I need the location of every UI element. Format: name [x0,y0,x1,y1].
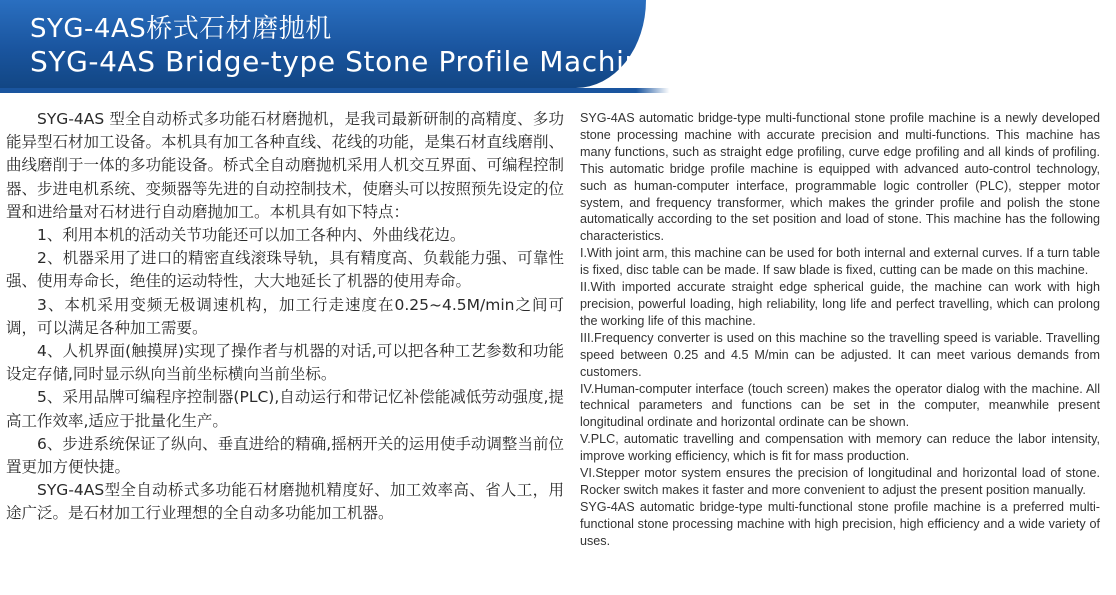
cn-summary-paragraph: SYG-4AS型全自动桥式多功能石材磨抛机精度好、加工效率高、省人工，用途广泛。是石材加工行业理想的全自动多功能加工机器。 [6,481,564,523]
en-feature-2: II.With imported accurate straight edge spherical guide, the machine can work with high precision, powerful loading, high reliability, long life and perfect travelling, which can prolong the working life of this machine. [580,280,1100,328]
banner-underline [0,88,1116,93]
cn-feature-2: 2、机器采用了进口的精密直线滚珠导轨，具有精度高、负载能力强、可靠性强、使用寿命长，绝佳的运动特性，大大地延长了机器的使用寿命。 [6,249,564,291]
cn-feature-6: 6、步进系统保证了纵向、垂直进给的精确,摇柄开关的运用使手动调整当前位置更加方便快捷。 [6,434,564,477]
cn-feature-3: 3、本机采用变频无极调速机构，加工行走速度在0.25~4.5M/min之间可调，可以满足各种加工需要。 [6,295,564,337]
title-banner [0,0,661,88]
en-intro-paragraph: SYG-4AS automatic bridge-type multi-functional stone profile machine is a newly developed stone processing machine with accurate precision and multi-functions. This machine has many functions, such as straight edge profiling, curve edge profiling and all kinds of profiling. This automatic bridge profile machine is equipped with advanced auto-control technology, such as human-computer interface, programmable logic controller (PLC), stepper motor system, and frequency transformer, which makes the grinder profile and polish the stone automatically according to the set position and load of stone. This machine has the following characteristics. [580,111,1100,244]
cn-feature-5: 5、采用品牌可编程序控制器(PLC),自动运行和带记忆补偿能减低劳动强度,提高工作效率,适应于批量化生产。 [6,388,564,430]
page-title-chinese: SYG-4AS桥式石材磨抛机 [30,14,332,44]
en-feature-1: I.With joint arm, this machine can be used for both internal and external curves. If a turn table is fixed, disc table can be made. If saw blade is fixed, cutting can be made on this machine. [580,246,1100,278]
en-feature-6: VI.Stepper motor system ensures the precision of longitudinal and horizontal load of stone. Rocker switch makes it faster and more convenient to adjust the present position manually. [580,466,1100,497]
en-summary-paragraph: SYG-4AS automatic bridge-type multi-functional stone profile machine is a preferred multi-functional stone processing machine with high precision, high efficiency and a wide variety of uses. [580,499,1100,548]
english-description-column [580,110,1100,550]
cn-intro-paragraph: SYG-4AS 型全自动桥式多功能石材磨抛机，是我司最新研制的高精度、多功能异型石材加工设备。本机具有加工各种直线、花线的功能，是集石材直线磨削、曲线磨削于一体的多功能设备。桥式全自动磨抛机采用人机交互界面、可编程控制器、步进电机系统、变频器等先进的自动控制技术，使磨头可以按照预先设定的位置和进给量对石材进行自动磨抛加工。本机具有如下特点： [6,110,565,221]
cn-feature-4: 4、人机界面(触摸屏)实现了操作者与机器的对话,可以把各种工艺参数和功能设定存储,同时显示纵向当前坐标横向当前坐标。 [6,342,564,384]
en-feature-3: III.Frequency converter is used on this machine so the travelling speed is variable. Travelling speed between 0.25 and 4.5 M/min can be adjusted. It can meet various demands from customers. [580,330,1100,379]
page-title-english: SYG-4AS Bridge-type Stone Profile Machine [30,45,661,78]
en-feature-4: IV.Human-computer interface (touch screen) makes the operator dialog with the machine. All technical parameters and functions can be set in the computer, meanwhile present longitudinal ordinate and horizontal ordinate can be shown. [580,381,1100,430]
cn-feature-1: 1、利用本机的活动关节功能还可以加工各种内、外曲线花边。 [37,226,466,245]
chinese-description-column [6,108,564,526]
en-feature-5: V.PLC, automatic travelling and compensation with memory can reduce the labor intensity, improve working efficiency, which is fit for mass production. [580,432,1100,464]
